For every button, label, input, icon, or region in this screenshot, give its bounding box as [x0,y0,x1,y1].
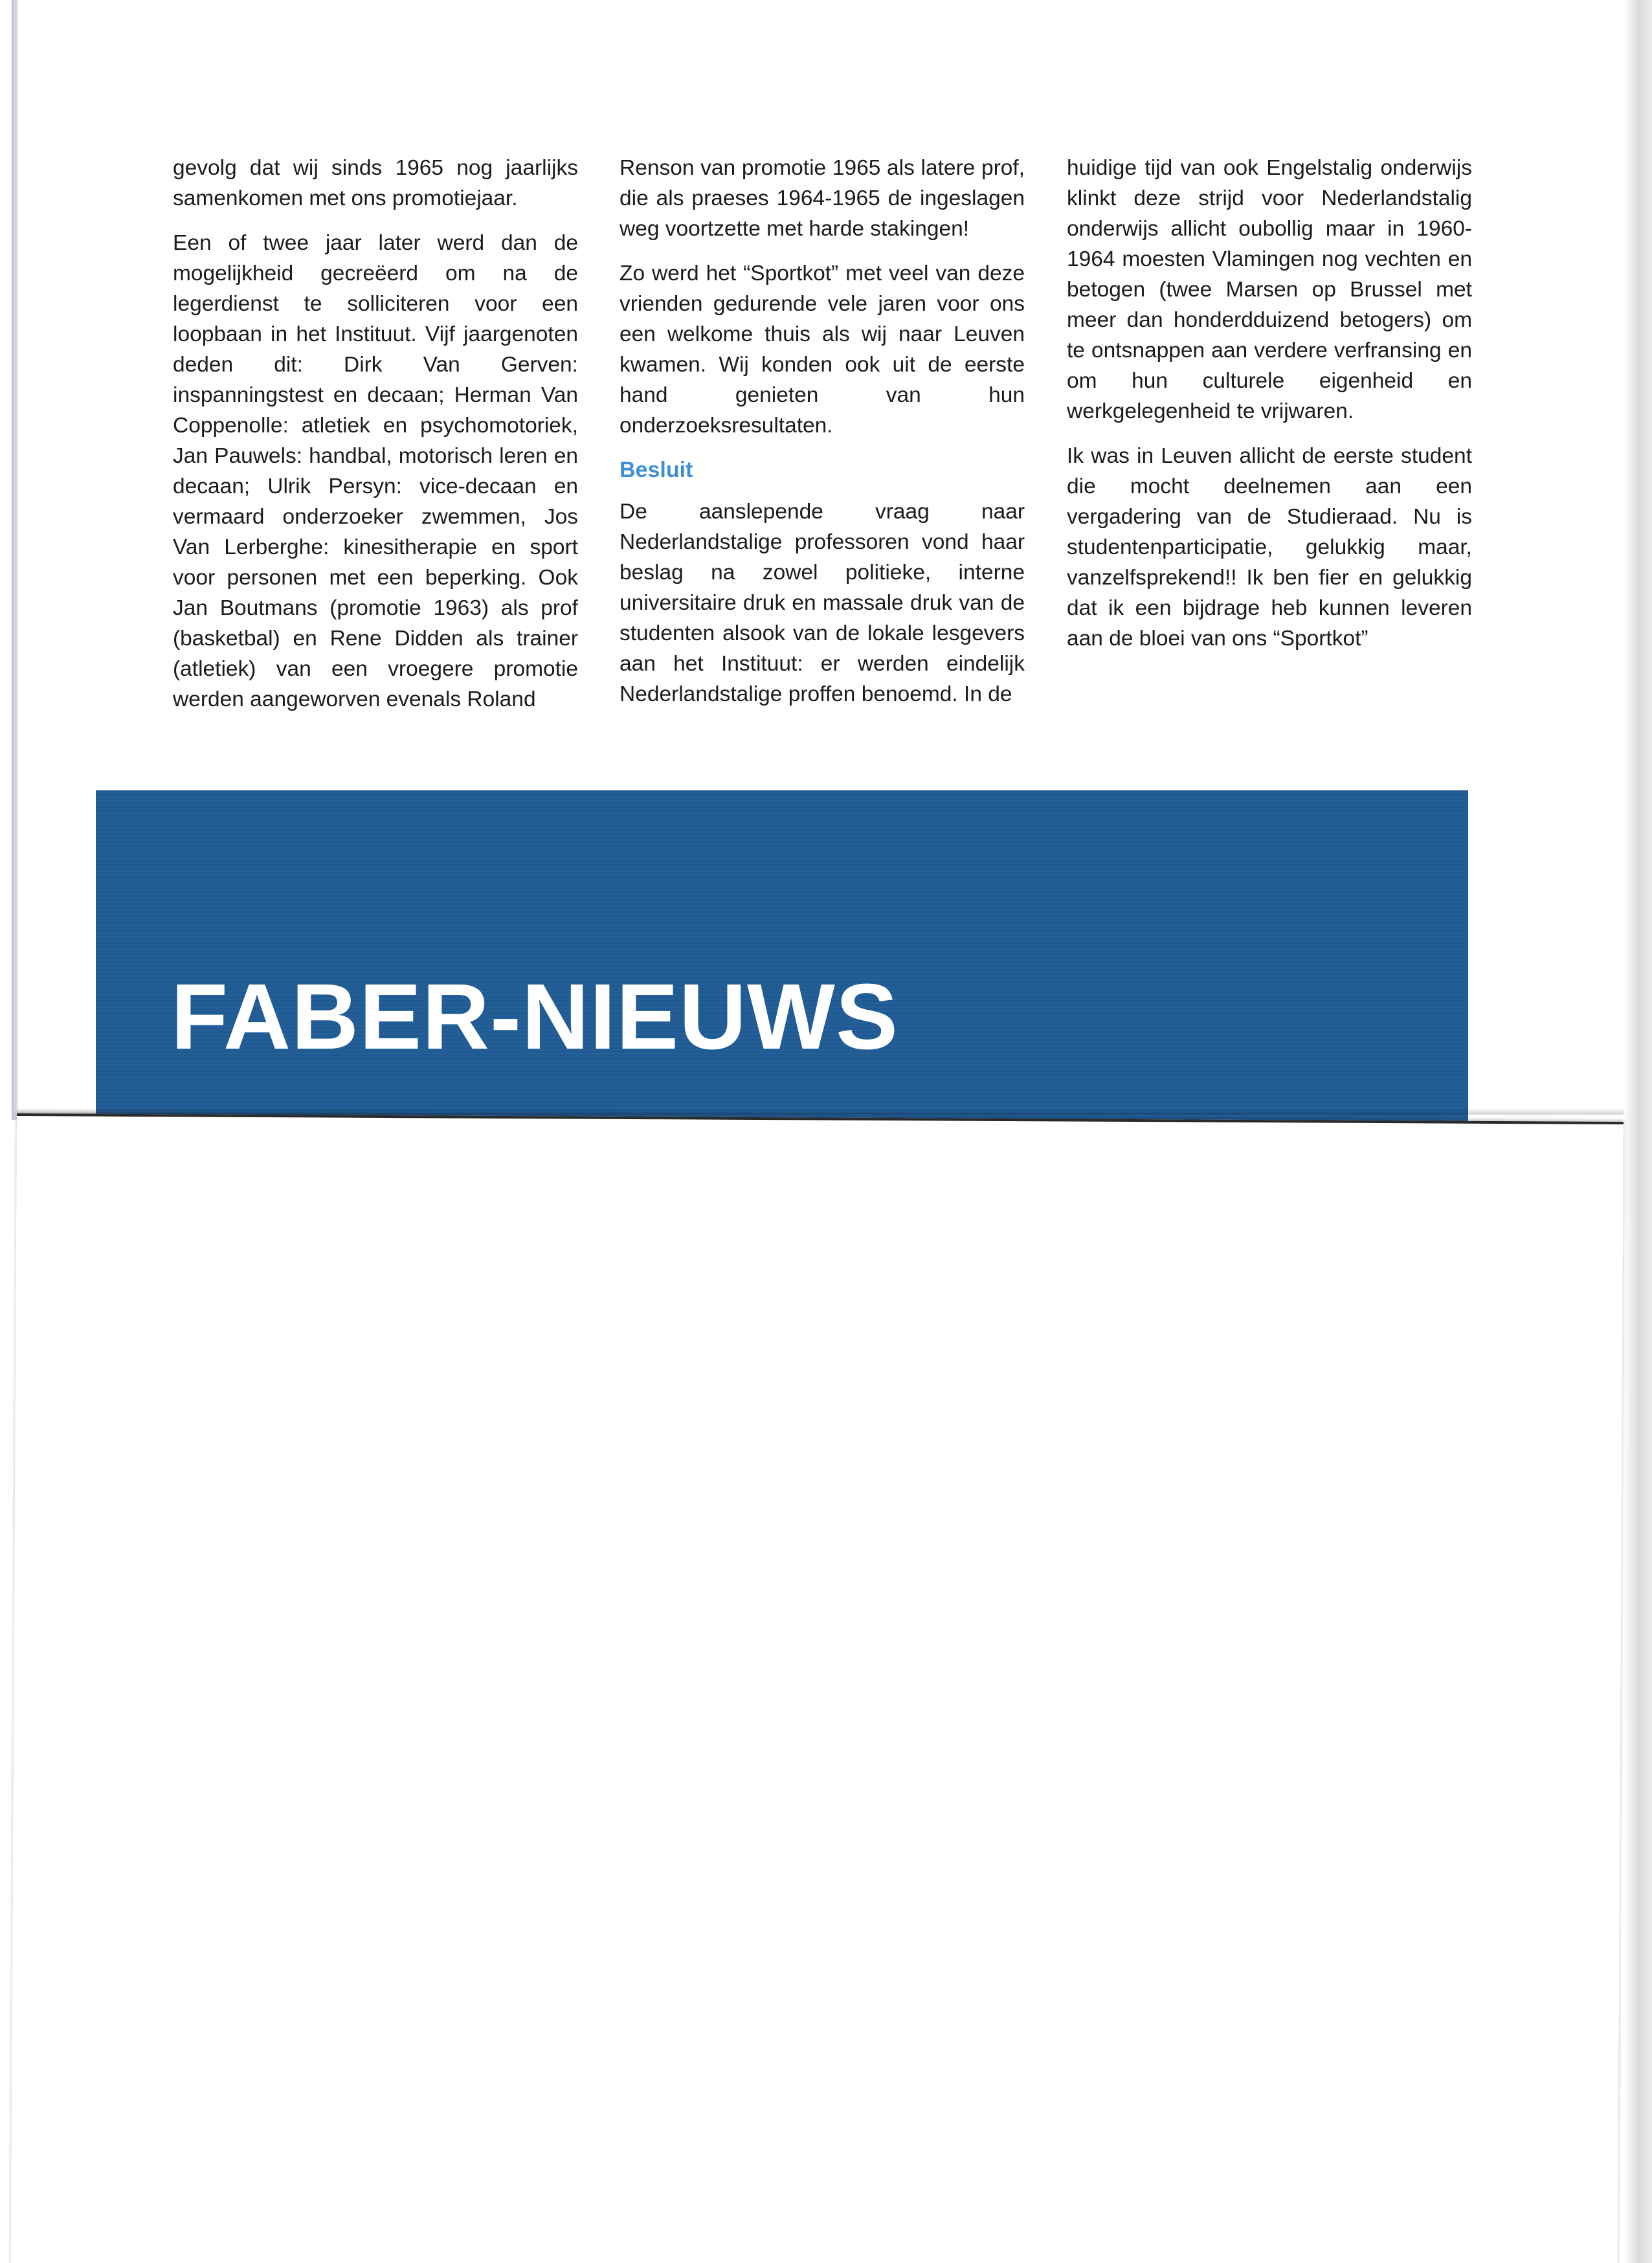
text-column-1 [173,153,578,729]
paragraph: Een of twee jaar later werd dan de mogelijkheid gecreëerd om na de legerdienst te solliciteren voor een loopbaan in het Instituut. Vijf jaargenoten deden dit: Dirk Van Gerven: inspanningstest en decaan; Herman Van Coppenolle: atletiek en psychomotoriek, Jan Pauwels: handbal, motorisch leren en decaan; Ulrik Persyn: vice-decaan en vermaard onderzoeker zwemmen, Jos Van Lerberghe: kinesitherapie en sport voor personen met een beperking. Ook Jan Boutmans (promotie 1963) als prof (basketbal) en Rene Didden als trainer (atletiek) van een vroegere promotie werden aangeworven evenals Roland [173,231,578,711]
section-heading: Besluit [620,458,693,482]
text-column-2 [620,153,1025,724]
paragraph: Ik was in Leuven allicht de eerste student die mocht deelnemen aan een vergadering van de Studieraad. Nu is studentenparticipatie, gelukkig maar, vanzelfsprekend!! Ik ben fier en gelukkig dat ik een bijdrage heb kunnen leveren aan de bloei van ons “Sportkot” [1067,444,1472,651]
fold-shadow [17,1108,1624,1115]
banner-title: FABER-NIEUWS [171,964,899,1069]
section-banner [96,790,1468,1127]
text-column-3 [1067,153,1472,668]
folded-blank-sheet [11,1113,1624,2263]
paragraph: De aanslepende vraag naar Nederlandstalige professoren vond haar beslag na zowel politieke, interne universitaire druk en massale druk van de studenten alsook van de lokale lesgevers aan het Instituut: er werden eindelijk Nederlandstalige proffen benoemd. In de [620,500,1025,706]
paragraph: Renson van promotie 1965 als latere prof, die als praeses 1964-1965 de ingeslagen weg voortzette met harde stakingen! [620,156,1025,241]
page-edge-shadow [1624,0,1652,2263]
paragraph: Zo werd het “Sportkot” met veel van deze vrienden gedurende vele jaren voor ons een welkome thuis als wij naar Leuven kwamen. Wij konden ook uit de eerste hand genieten van hun onderzoeksresultaten. [620,262,1025,438]
binding-edge [12,0,18,1120]
paragraph: huidige tijd van ook Engelstalig onderwijs klinkt deze strijd voor Nederlandstalig onderwijs allicht oubollig maar in 1960-1964 moesten Vlamingen nog vechten en betogen (twee Marsen op Brussel met meer dan honderdduizend betogers) om te ontsnappen aan verdere verfransing en om hun culturele eigenheid en werkgelegenheid te vrijwaren. [1067,156,1472,423]
paragraph: gevolg dat wij sinds 1965 nog jaarlijks samenkomen met ons promotiejaar. [173,156,578,210]
